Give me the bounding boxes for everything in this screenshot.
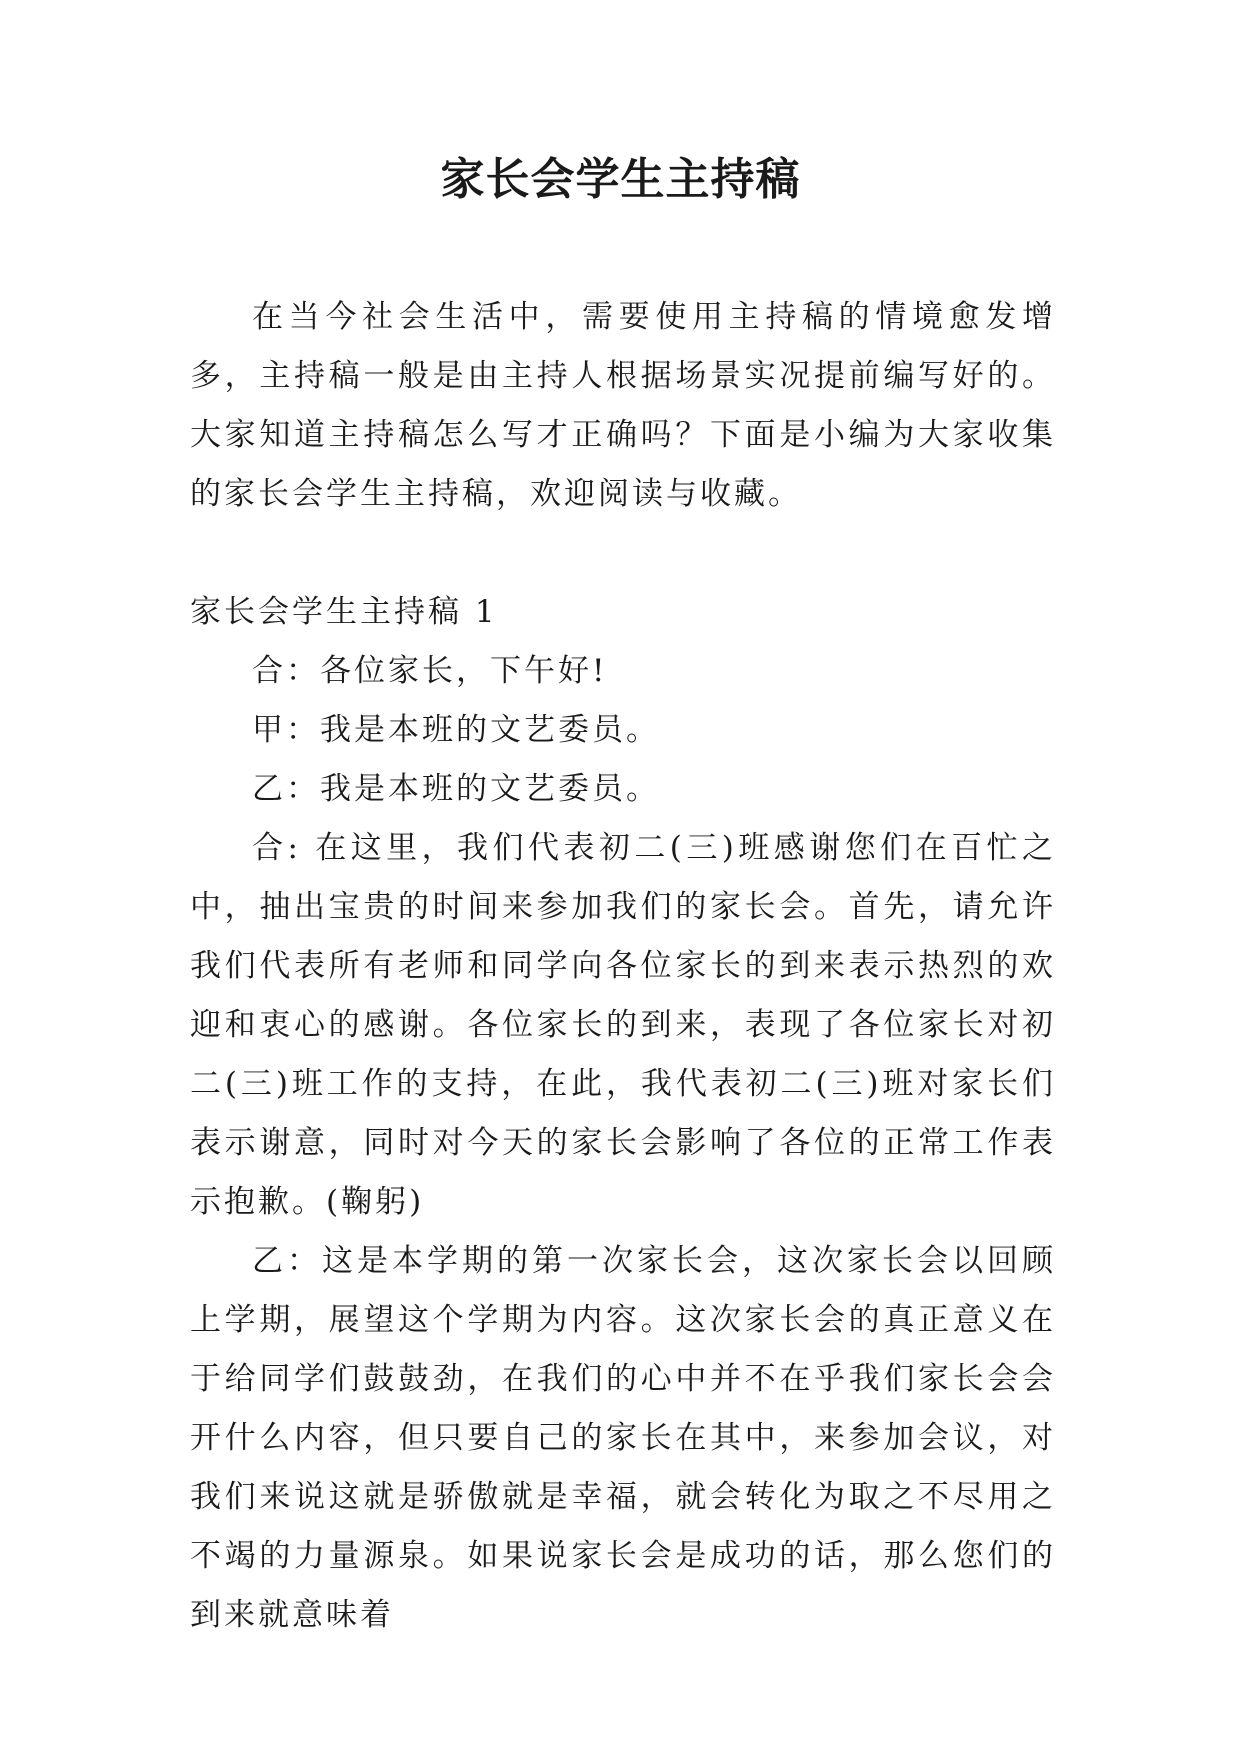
document-body <box>190 288 1056 1645</box>
document-title: 家长会学生主持稿 <box>440 154 801 205</box>
dialogue-paragraph-5: 乙：这是本学期的第一次家长会，这次家长会以回顾上学期，展望这个学期为内容。这次家长会的真正意义在于给同学们鼓鼓劲，在我们的心中并不在乎我们家长会会开什么内容，但只要自己的家长在其中，来参加会议，对我们来说这就是骄傲就是幸福，就会转化为取之不尽用之不竭的力量源泉。如果说家长会是成功的话，那么您们的到来就意味着 <box>190 1243 1056 1633</box>
dialogue-line-3: 乙：我是本班的文艺委员。 <box>252 771 660 807</box>
intro-paragraph: 在当今社会生活中，需要使用主持稿的情境愈发增多，主持稿一般是由主持人根据场景实况提前编写好的。大家知道主持稿怎么写才正确吗？下面是小编为大家收集的家长会学生主持稿，欢迎阅读与收藏。 <box>190 299 1056 512</box>
dialogue-line-1: 合：各位家长，下午好! <box>252 653 608 689</box>
dialogue-line-2: 甲：我是本班的文艺委员。 <box>252 712 660 748</box>
dialogue-paragraph-4: 合: 在这里，我们代表初二(三)班感谢您们在百忙之中，抽出宝贵的时间来参加我们的家长会。首先，请允许我们代表所有老师和同学向各位家长的到来表示热烈的欢迎和衷心的感谢。各位家长的到来，表现了各位家长对初二(三)班工作的支持，在此，我代表初二(三)班对家长们表示谢意，同时对今天的家长会影响了各位的正常工作表示抱歉。(鞠躬) <box>190 830 1056 1220</box>
section-heading: 家长会学生主持稿 1 <box>190 594 498 630</box>
